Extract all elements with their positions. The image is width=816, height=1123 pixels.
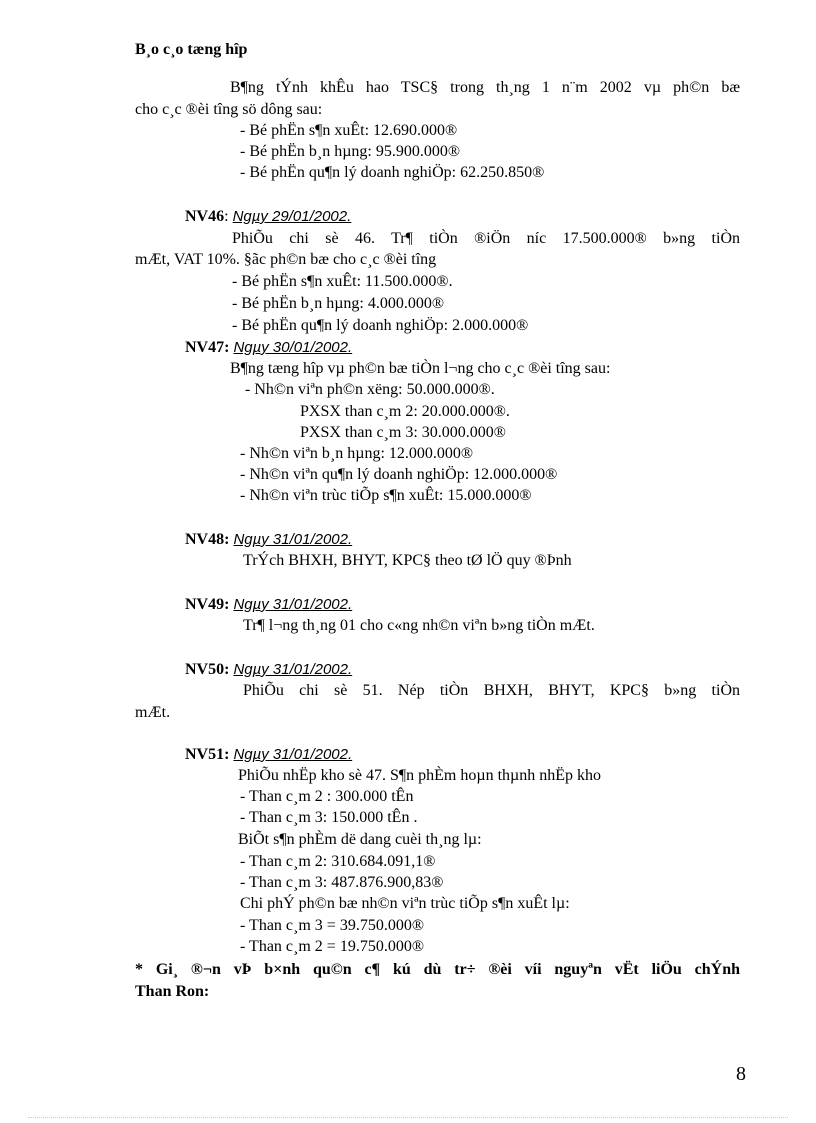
nv47-date: Ngµy 30/01/2002. <box>233 339 353 356</box>
nv51-line: PhiÕu nhËp kho sè 47. S¶n phÈm hoµn thµnh nhËp kho <box>238 767 602 784</box>
nv46-separator: : <box>224 208 233 225</box>
nv51-line: - Than c¸m 3 = 39.750.000® <box>240 917 424 934</box>
nv47-item: PXSX than c¸m 2: 20.000.000®. <box>300 403 510 420</box>
nv50-line-2: mÆt. <box>135 704 171 721</box>
nv51-code: NV51: <box>185 746 230 763</box>
nv48-date: Ngµy 31/01/2002. <box>233 531 353 548</box>
nv51-heading <box>185 745 352 765</box>
closing-line-1: * Gi¸ ®¬n vÞ b×nh qu©n c¶ kú dù tr÷ ®èi víi nguyªn vËt liÖu chÝnh <box>135 961 740 978</box>
nv47-item: - Nh©n viªn ph©n xëng: 50.000.000®. <box>245 381 495 398</box>
page-footer-rule <box>28 1117 788 1118</box>
nv46-date: Ngµy 29/01/2002. <box>232 208 352 225</box>
intro-item: - Bé phËn b¸n hµng: 95.900.000® <box>240 143 461 160</box>
nv47-item: - Nh©n viªn qu¶n lý doanh nghiÖp: 12.000.000® <box>240 466 558 483</box>
nv50-line-1: PhiÕu chi sè 51. Nép tiÒn BHXH, BHYT, KPC§ b»ng tiÒn <box>243 682 740 699</box>
nv51-line: - Than c¸m 2 : 300.000 tÊn <box>240 788 414 805</box>
nv50-heading <box>185 660 352 680</box>
nv51-line: - Than c¸m 3: 487.876.900,83® <box>240 874 444 891</box>
nv48-heading <box>185 530 352 550</box>
page-number: 8 <box>736 1063 746 1085</box>
intro-item: - Bé phËn s¶n xuÊt: 12.690.000® <box>240 122 458 139</box>
nv51-line: BiÕt s¶n phÈm dë dang cuèi th¸ng lµ: <box>238 831 482 848</box>
nv49-heading <box>185 595 352 615</box>
nv47-heading <box>185 338 352 358</box>
nv47-item: - Nh©n viªn trùc tiÕp s¶n xuÊt: 15.000.000® <box>240 487 532 504</box>
nv49-date: Ngµy 31/01/2002. <box>233 596 353 613</box>
nv46-line-2: mÆt, VAT 10%. §ãc ph©n bæ cho c¸c ®èi tîng <box>135 251 437 268</box>
report-heading: B¸o c¸o tæng hîp <box>135 41 248 58</box>
nv46-line-1: PhiÕu chi sè 46. Tr¶ tiÒn ®iÖn níc 17.500.000® b»ng tiÒn <box>232 230 740 247</box>
intro-line-1: B¶ng tÝnh khÊu hao TSC§ trong th¸ng 1 n¨m 2002 vµ ph©n bæ <box>230 79 740 96</box>
nv47-item: - Nh©n viªn b¸n hµng: 12.000.000® <box>240 445 474 462</box>
nv46-item: - Bé phËn s¶n xuÊt: 11.500.000®. <box>232 273 453 290</box>
nv51-line: - Than c¸m 2 = 19.750.000® <box>240 938 424 955</box>
nv46-item: - Bé phËn qu¶n lý doanh nghiÖp: 2.000.000® <box>232 317 529 334</box>
nv47-item: PXSX than c¸m 3: 30.000.000® <box>300 424 506 441</box>
nv48-line-1: TrÝch BHXH, BHYT, KPC§ theo tØ lÖ quy ®Þnh <box>243 552 572 569</box>
nv46-heading <box>185 207 351 227</box>
intro-line-2: cho c¸c ®èi tîng sö dông sau: <box>135 101 323 118</box>
nv51-date: Ngµy 31/01/2002. <box>233 746 353 763</box>
closing-line-2: Than Ron: <box>135 983 210 1000</box>
nv48-code: NV48: <box>185 531 230 548</box>
nv46-code: NV46 <box>185 208 225 225</box>
nv47-line-1: B¶ng tæng hîp vµ ph©n bæ tiÒn l¬ng cho c¸c ®èi tîng sau: <box>230 360 611 377</box>
nv51-line: Chi phÝ ph©n bæ nh©n viªn trùc tiÕp s¶n xuÊt lµ: <box>240 895 570 912</box>
nv49-line-1: Tr¶ l¬ng th¸ng 01 cho c«ng nh©n viªn b»ng tiÒn mÆt. <box>243 617 595 634</box>
nv46-item: - Bé phËn b¸n hµng: 4.000.000® <box>232 295 445 312</box>
nv50-date: Ngµy 31/01/2002. <box>233 661 353 678</box>
nv51-line: - Than c¸m 2: 310.684.091,1® <box>240 853 436 870</box>
nv47-code: NV47: <box>185 339 230 356</box>
nv51-line: - Than c¸m 3: 150.000 tÊn . <box>240 809 418 826</box>
nv50-code: NV50: <box>185 661 230 678</box>
intro-item: - Bé phËn qu¶n lý doanh nghiÖp: 62.250.850® <box>240 164 545 181</box>
nv49-code: NV49: <box>185 596 230 613</box>
